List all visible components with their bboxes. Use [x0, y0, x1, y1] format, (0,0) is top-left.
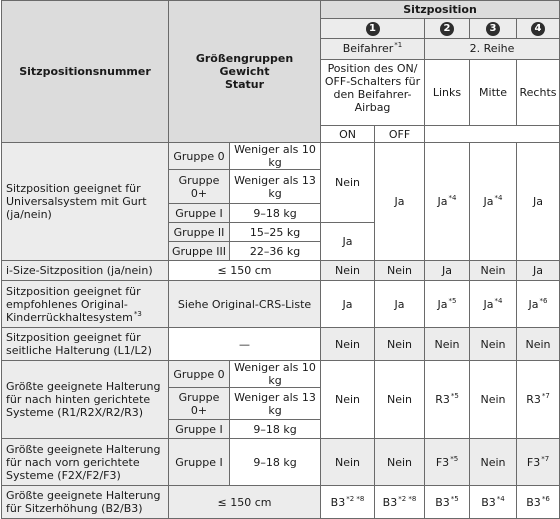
desc-text: Sitzposition geeignet für empfohlenes Original-Kinderrückhaltesystem	[6, 284, 141, 324]
rear-facing-mitte: Nein	[470, 361, 517, 439]
original-rechts	[517, 281, 560, 328]
lateral-mitte: Nein	[470, 328, 517, 361]
booster-desc: Größte geeignete Halterung für Sitzerhöhung (B2/B3)	[2, 486, 169, 519]
forward-facing-desc: Größte geeignete Halterung für nach vorn gerichtete Systeme (F2X/F2/F3)	[2, 439, 169, 486]
weight-cell: 15–25 kg	[230, 223, 321, 242]
rechts-header: Rechts	[517, 60, 559, 125]
group-cell: Gruppe 0+	[169, 170, 230, 204]
reihe2-spacer	[425, 126, 560, 143]
original-on: Ja	[321, 281, 375, 328]
lateral-on: Nein	[321, 328, 375, 361]
value-text: Ja	[483, 195, 494, 208]
airbag-line: Position des ON/	[327, 62, 418, 75]
groessengruppen-label: Größengruppen	[195, 52, 294, 65]
value-text: Ja	[483, 297, 494, 311]
footnote-marker: *2 *8	[346, 494, 365, 503]
position-number-badge: 2	[440, 22, 454, 36]
mitte-header: Mitte	[470, 60, 517, 125]
footnote-marker: *6	[539, 296, 548, 305]
forward-facing-on: Nein	[321, 439, 375, 486]
footnote-marker: *4	[448, 194, 457, 203]
airbag-switch-label	[321, 60, 424, 125]
group-cell: Gruppe 0+	[169, 388, 230, 420]
value-text: R3	[435, 393, 450, 406]
weight-cell: Weniger als 13 kg	[230, 388, 321, 420]
group-cell: Gruppe I	[169, 420, 230, 439]
weight-cell: 9–18 kg	[230, 420, 321, 439]
beifahrer-label: Beifahrer	[342, 42, 394, 55]
booster-on	[321, 486, 375, 519]
airbag-line: den Beifahrer-	[333, 88, 412, 101]
group-cell: Gruppe 0	[169, 361, 230, 388]
groessengruppen-header	[169, 1, 321, 143]
position-number-badge: 3	[486, 22, 500, 36]
value-text: B3	[382, 495, 398, 509]
links-header: Links	[425, 60, 470, 125]
value-text: F3	[526, 455, 541, 469]
universal-links	[425, 143, 470, 261]
footnote-marker: *1	[394, 41, 403, 50]
group-cell: Gruppe 0	[169, 143, 230, 170]
weight-cell: Weniger als 13 kg	[230, 170, 321, 204]
on-header: ON	[321, 126, 375, 143]
rear-facing-off: Nein	[375, 361, 425, 439]
footnote-marker: *6	[541, 494, 550, 503]
position-3-header	[470, 19, 517, 39]
value-text: Ja	[528, 297, 539, 311]
lateral-rechts: Nein	[517, 328, 560, 361]
universal-on-top: Nein	[321, 143, 375, 223]
reihe2-header	[425, 39, 560, 126]
weight-cell: Weniger als 10 kg	[230, 361, 321, 388]
lateral-desc: Sitzposition geeignet für seitliche Halterung (L1/L2)	[2, 328, 169, 361]
airbag-line: Airbag	[354, 101, 391, 114]
reihe2-label: 2. Reihe	[425, 39, 559, 60]
reihe2-columns	[425, 60, 559, 125]
isize-off: Nein	[375, 261, 425, 281]
rear-facing-desc: Größte geeignete Halterung für nach hinten gerichtete Systeme (R1/R2X/R2/R3)	[2, 361, 169, 439]
footnote-marker: *3	[133, 309, 142, 318]
position-1-header	[321, 19, 425, 39]
off-header: OFF	[375, 126, 425, 143]
group-cell: Gruppe I	[169, 204, 230, 223]
value-text: B3	[330, 495, 346, 509]
original-links	[425, 281, 470, 328]
universal-mitte	[470, 143, 517, 261]
gewicht-label: Gewicht	[219, 65, 270, 78]
position-number-badge: 4	[531, 22, 545, 36]
lateral-off: Nein	[375, 328, 425, 361]
footnote-marker: *7	[541, 454, 550, 463]
booster-rechts	[517, 486, 560, 519]
sitzposition-header: Sitzposition	[321, 1, 560, 19]
forward-facing-rechts	[517, 439, 560, 486]
rear-facing-links	[425, 361, 470, 439]
footnote-marker: *4	[494, 194, 503, 203]
footnote-marker: *2 *8	[398, 494, 417, 503]
booster-off	[375, 486, 425, 519]
position-2-header	[425, 19, 470, 39]
isize-on: Nein	[321, 261, 375, 281]
rear-facing-on: Nein	[321, 361, 375, 439]
child-seat-table	[1, 0, 560, 519]
original-desc	[2, 281, 169, 328]
sitzpositionsnummer-header: Sitzpositionsnummer	[2, 1, 169, 143]
booster-mitte	[470, 486, 517, 519]
statur-label: Statur	[224, 78, 265, 91]
value-text: Ja	[437, 195, 448, 208]
isize-links: Ja	[425, 261, 470, 281]
booster-size: ≤ 150 cm	[169, 486, 321, 519]
footnote-marker: *5	[448, 296, 457, 305]
position-number-badge: 1	[366, 22, 380, 36]
beifahrer-label-box	[321, 39, 424, 60]
weight-cell: 9–18 kg	[230, 204, 321, 223]
weight-cell: 9–18 kg	[230, 439, 321, 486]
universal-on-bottom: Ja	[321, 223, 375, 261]
footnote-marker: *5	[450, 494, 459, 503]
beifahrer-header	[321, 39, 425, 126]
group-cell: Gruppe I	[169, 439, 230, 486]
value-text: B3	[435, 495, 450, 509]
footnote-marker: *5	[450, 454, 459, 463]
isize-mitte: Nein	[470, 261, 517, 281]
value-text: B3	[481, 495, 496, 509]
universal-off: Ja	[375, 143, 425, 261]
forward-facing-links	[425, 439, 470, 486]
footnote-marker: *4	[494, 296, 503, 305]
group-cell: Gruppe II	[169, 223, 230, 242]
original-group: Siehe Original-CRS-Liste	[169, 281, 321, 328]
weight-cell: Weniger als 10 kg	[230, 143, 321, 170]
value-text: Ja	[437, 297, 448, 311]
isize-size: ≤ 150 cm	[169, 261, 321, 281]
lateral-group: —	[169, 328, 321, 361]
original-off: Ja	[375, 281, 425, 328]
weight-cell: 22–36 kg	[230, 242, 321, 261]
isize-rechts: Ja	[517, 261, 560, 281]
isize-desc: i-Size-Sitzposition (ja/nein)	[2, 261, 169, 281]
group-cell: Gruppe III	[169, 242, 230, 261]
footnote-marker: *7	[541, 392, 550, 401]
universal-rechts: Ja	[517, 143, 560, 261]
original-mitte	[470, 281, 517, 328]
airbag-line: OFF-Schalters für	[324, 75, 421, 88]
value-text: R3	[526, 393, 541, 406]
position-4-header	[517, 19, 560, 39]
lateral-links: Nein	[425, 328, 470, 361]
forward-facing-off: Nein	[375, 439, 425, 486]
rear-facing-rechts	[517, 361, 560, 439]
footnote-marker: *4	[496, 494, 505, 503]
booster-links	[425, 486, 470, 519]
value-text: F3	[435, 455, 450, 469]
forward-facing-mitte: Nein	[470, 439, 517, 486]
footnote-marker: *5	[450, 392, 459, 401]
universal-desc: Sitzposition geeignet für Universalsystem mit Gurt (ja/nein)	[2, 143, 169, 261]
value-text: B3	[526, 495, 541, 509]
